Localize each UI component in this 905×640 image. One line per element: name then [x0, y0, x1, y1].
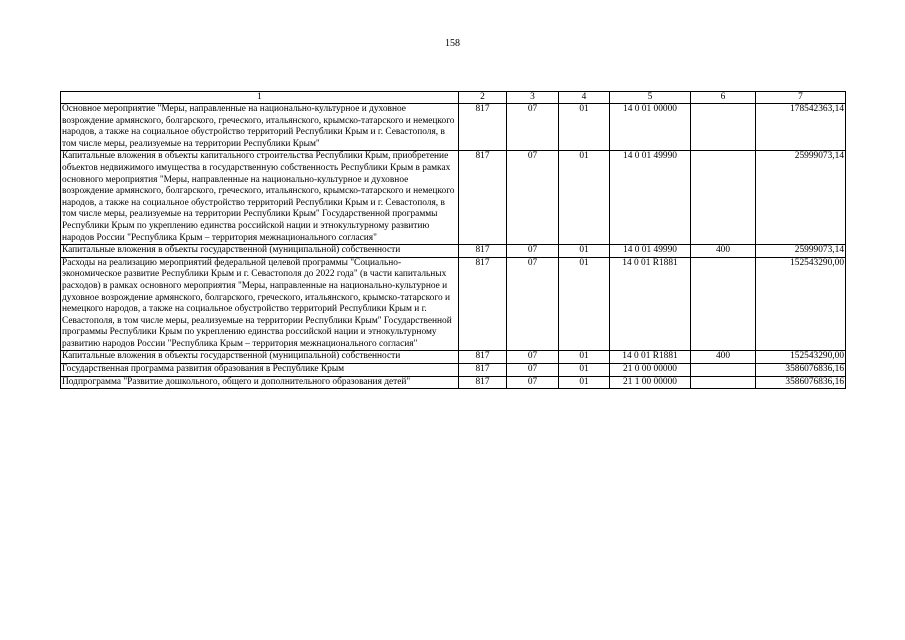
table-row	[61, 151, 846, 245]
row-target-code: 14 0 01 R1881	[610, 257, 691, 351]
column-header: 1	[61, 92, 459, 104]
column-header: 3	[507, 92, 559, 104]
row-expense-type	[691, 364, 756, 377]
row-amount: 3586076836,16	[756, 364, 846, 377]
row-name: Расходы на реализацию мероприятий федеральной целевой программы "Социально-экономическое развитие Республики Крым и г. Севастополя до 2022 года" (в части капитальных расходов) в рамках основного мероприятия "Меры, направленные на национально-культурное и духовное возрождение армянского, болгарского, греческого, итальянского, крымско-татарского и немецкого народов, а также на социальное обустройство территорий Республики Крым и г. Севастополя, в том числе меры, реализуемые на территории Республики Крым" Государственной программы Республики Крым по укреплению единства российской нации и этнокультурному развитию народов России "Республика Крым – территория межнационального согласия"	[61, 257, 459, 351]
table-row	[61, 257, 846, 351]
row-subsection-code: 01	[559, 364, 610, 377]
row-amount: 178542363,14	[756, 104, 846, 151]
row-section-code: 07	[507, 376, 559, 389]
row-target-code: 21 0 00 00000	[610, 364, 691, 377]
page-number: 158	[445, 38, 460, 49]
column-header: 2	[459, 92, 507, 104]
row-ministry-code: 817	[459, 245, 507, 258]
row-section-code: 07	[507, 351, 559, 364]
row-ministry-code: 817	[459, 257, 507, 351]
row-section-code: 07	[507, 364, 559, 377]
row-expense-type	[691, 151, 756, 245]
row-name: Государственная программа развития образования в Республике Крым	[61, 364, 459, 377]
row-amount: 152543290,00	[756, 351, 846, 364]
budget-table	[60, 91, 846, 389]
column-header: 7	[756, 92, 846, 104]
row-name: Капитальные вложения в объекты государственной (муниципальной) собственности	[61, 245, 459, 258]
row-amount: 25999073,14	[756, 245, 846, 258]
row-name: Капитальные вложения в объекты капитального строительства Республики Крым, приобретение объектов недвижимого имущества в государственную собственность Республики Крым в рамках основного мероприятия "Меры, направленные на национально-культурное и духовное возрождение армянского, болгарского, греческого, итальянского, крымско-татарского и немецкого народов, а также на социальное обустройство территорий Республики Крым и г. Севастополя, в том числе меры, реализуемые на территории Республики Крым" Государственной программы Республики Крым по укреплению единства российской нации и этнокультурному развитию народов России "Республика Крым – территория межнационального согласия"	[61, 151, 459, 245]
row-target-code: 14 0 01 00000	[610, 104, 691, 151]
row-ministry-code: 817	[459, 104, 507, 151]
table-row	[61, 104, 846, 151]
column-header: 5	[610, 92, 691, 104]
table-row	[61, 376, 846, 389]
table-header-row	[61, 92, 846, 104]
table-row	[61, 245, 846, 258]
row-section-code: 07	[507, 257, 559, 351]
row-section-code: 07	[507, 245, 559, 258]
row-expense-type	[691, 376, 756, 389]
row-amount: 152543290,00	[756, 257, 846, 351]
row-ministry-code: 817	[459, 351, 507, 364]
row-name: Подпрограмма "Развитие дошкольного, общего и дополнительного образования детей"	[61, 376, 459, 389]
row-name: Капитальные вложения в объекты государственной (муниципальной) собственности	[61, 351, 459, 364]
table-row	[61, 351, 846, 364]
column-header: 6	[691, 92, 756, 104]
row-expense-type: 400	[691, 245, 756, 258]
row-section-code: 07	[507, 151, 559, 245]
row-target-code: 21 1 00 00000	[610, 376, 691, 389]
table-row	[61, 364, 846, 377]
row-subsection-code: 01	[559, 245, 610, 258]
row-ministry-code: 817	[459, 364, 507, 377]
column-header: 4	[559, 92, 610, 104]
row-target-code: 14 0 01 49990	[610, 151, 691, 245]
row-ministry-code: 817	[459, 151, 507, 245]
row-subsection-code: 01	[559, 376, 610, 389]
row-subsection-code: 01	[559, 104, 610, 151]
row-subsection-code: 01	[559, 351, 610, 364]
row-subsection-code: 01	[559, 257, 610, 351]
row-name: Основное мероприятие "Меры, направленные на национально-культурное и духовное возрождение армянского, болгарского, греческого, итальянского, крымско-татарского и немецкого народов, а также на социальное обустройство территорий Республики Крым и г. Севастополя, в том числе меры, реализуемые на территории Республики Крым"	[61, 104, 459, 151]
row-target-code: 14 0 01 R1881	[610, 351, 691, 364]
row-expense-type: 400	[691, 351, 756, 364]
row-ministry-code: 817	[459, 376, 507, 389]
row-subsection-code: 01	[559, 151, 610, 245]
row-section-code: 07	[507, 104, 559, 151]
row-target-code: 14 0 01 49990	[610, 245, 691, 258]
row-amount: 3586076836,16	[756, 376, 846, 389]
row-expense-type	[691, 257, 756, 351]
row-expense-type	[691, 104, 756, 151]
row-amount: 25999073,14	[756, 151, 846, 245]
